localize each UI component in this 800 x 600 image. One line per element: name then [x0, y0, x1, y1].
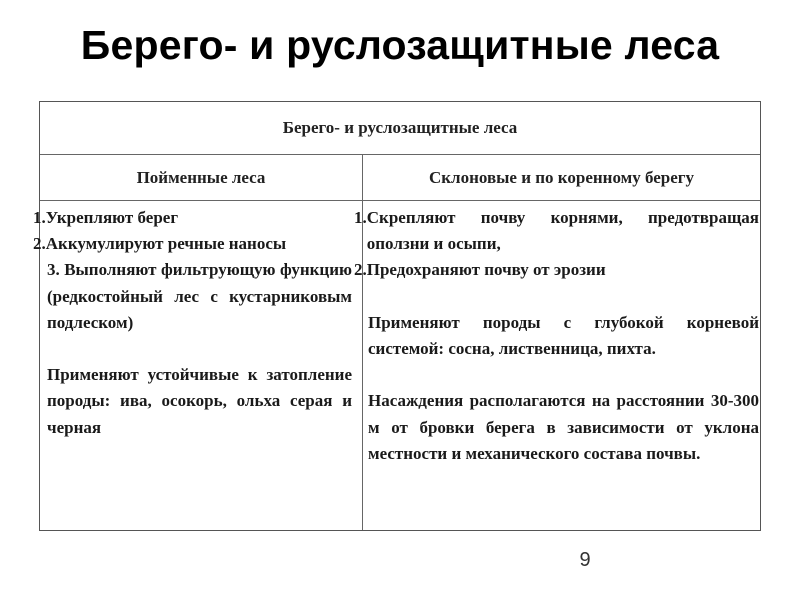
list-text: Скрепляют почву корнями, предотвращая оползни и осыпи,: [366, 208, 759, 254]
list-item: [354, 205, 759, 257]
table-body-row: [33, 201, 760, 530]
list-item: [33, 231, 352, 257]
list-number: 2.: [33, 234, 46, 254]
list-item-3: 3. Выполняют фильтрующую функцию (редкостойный лес с кустарниковым подлеском): [47, 260, 352, 332]
comparison-table: [33, 101, 761, 531]
cell-slope: [354, 201, 760, 530]
slide-title: Берего- и руслозащитные леса: [80, 22, 720, 68]
list-item: [354, 257, 759, 283]
list-text: Аккумулируют речные наносы: [45, 234, 287, 254]
list-text: Предохраняют почву от эрозии: [366, 260, 606, 280]
list-text: Укрепляют берег: [45, 208, 179, 227]
list-number: 1.: [33, 208, 46, 227]
column-header-slope: Склоновые и по коренному берегу: [428, 167, 695, 187]
paragraph-placement: Насаждения располагаются на расстоянии 30-300 м от бровки берега в зависимости от уклона местности и механического состава почвы.: [368, 391, 759, 463]
spacer: [354, 362, 759, 388]
table-header: Берего- и руслозащитные леса: [40, 102, 760, 155]
page-number: 9: [579, 549, 591, 571]
cell-floodplain-text: [33, 205, 352, 441]
cell-slope-text: [354, 205, 759, 467]
paragraph-species: Применяют устойчивые к затопление породы: ива, осокорь, ольха серая и черная: [47, 365, 352, 437]
list-item: [33, 205, 352, 231]
list-number: 1.: [354, 208, 367, 227]
paragraph-species: Применяют породы с глубокой корневой системой: сосна, лиственница, пихта.: [368, 312, 759, 358]
list-number: 2.: [354, 260, 367, 280]
spacer: [354, 284, 759, 310]
spacer: [33, 336, 352, 362]
cell-floodplain: [33, 201, 363, 530]
table-subheader-row: [40, 155, 760, 201]
column-header-floodplain: Пойменные леса: [40, 155, 363, 200]
